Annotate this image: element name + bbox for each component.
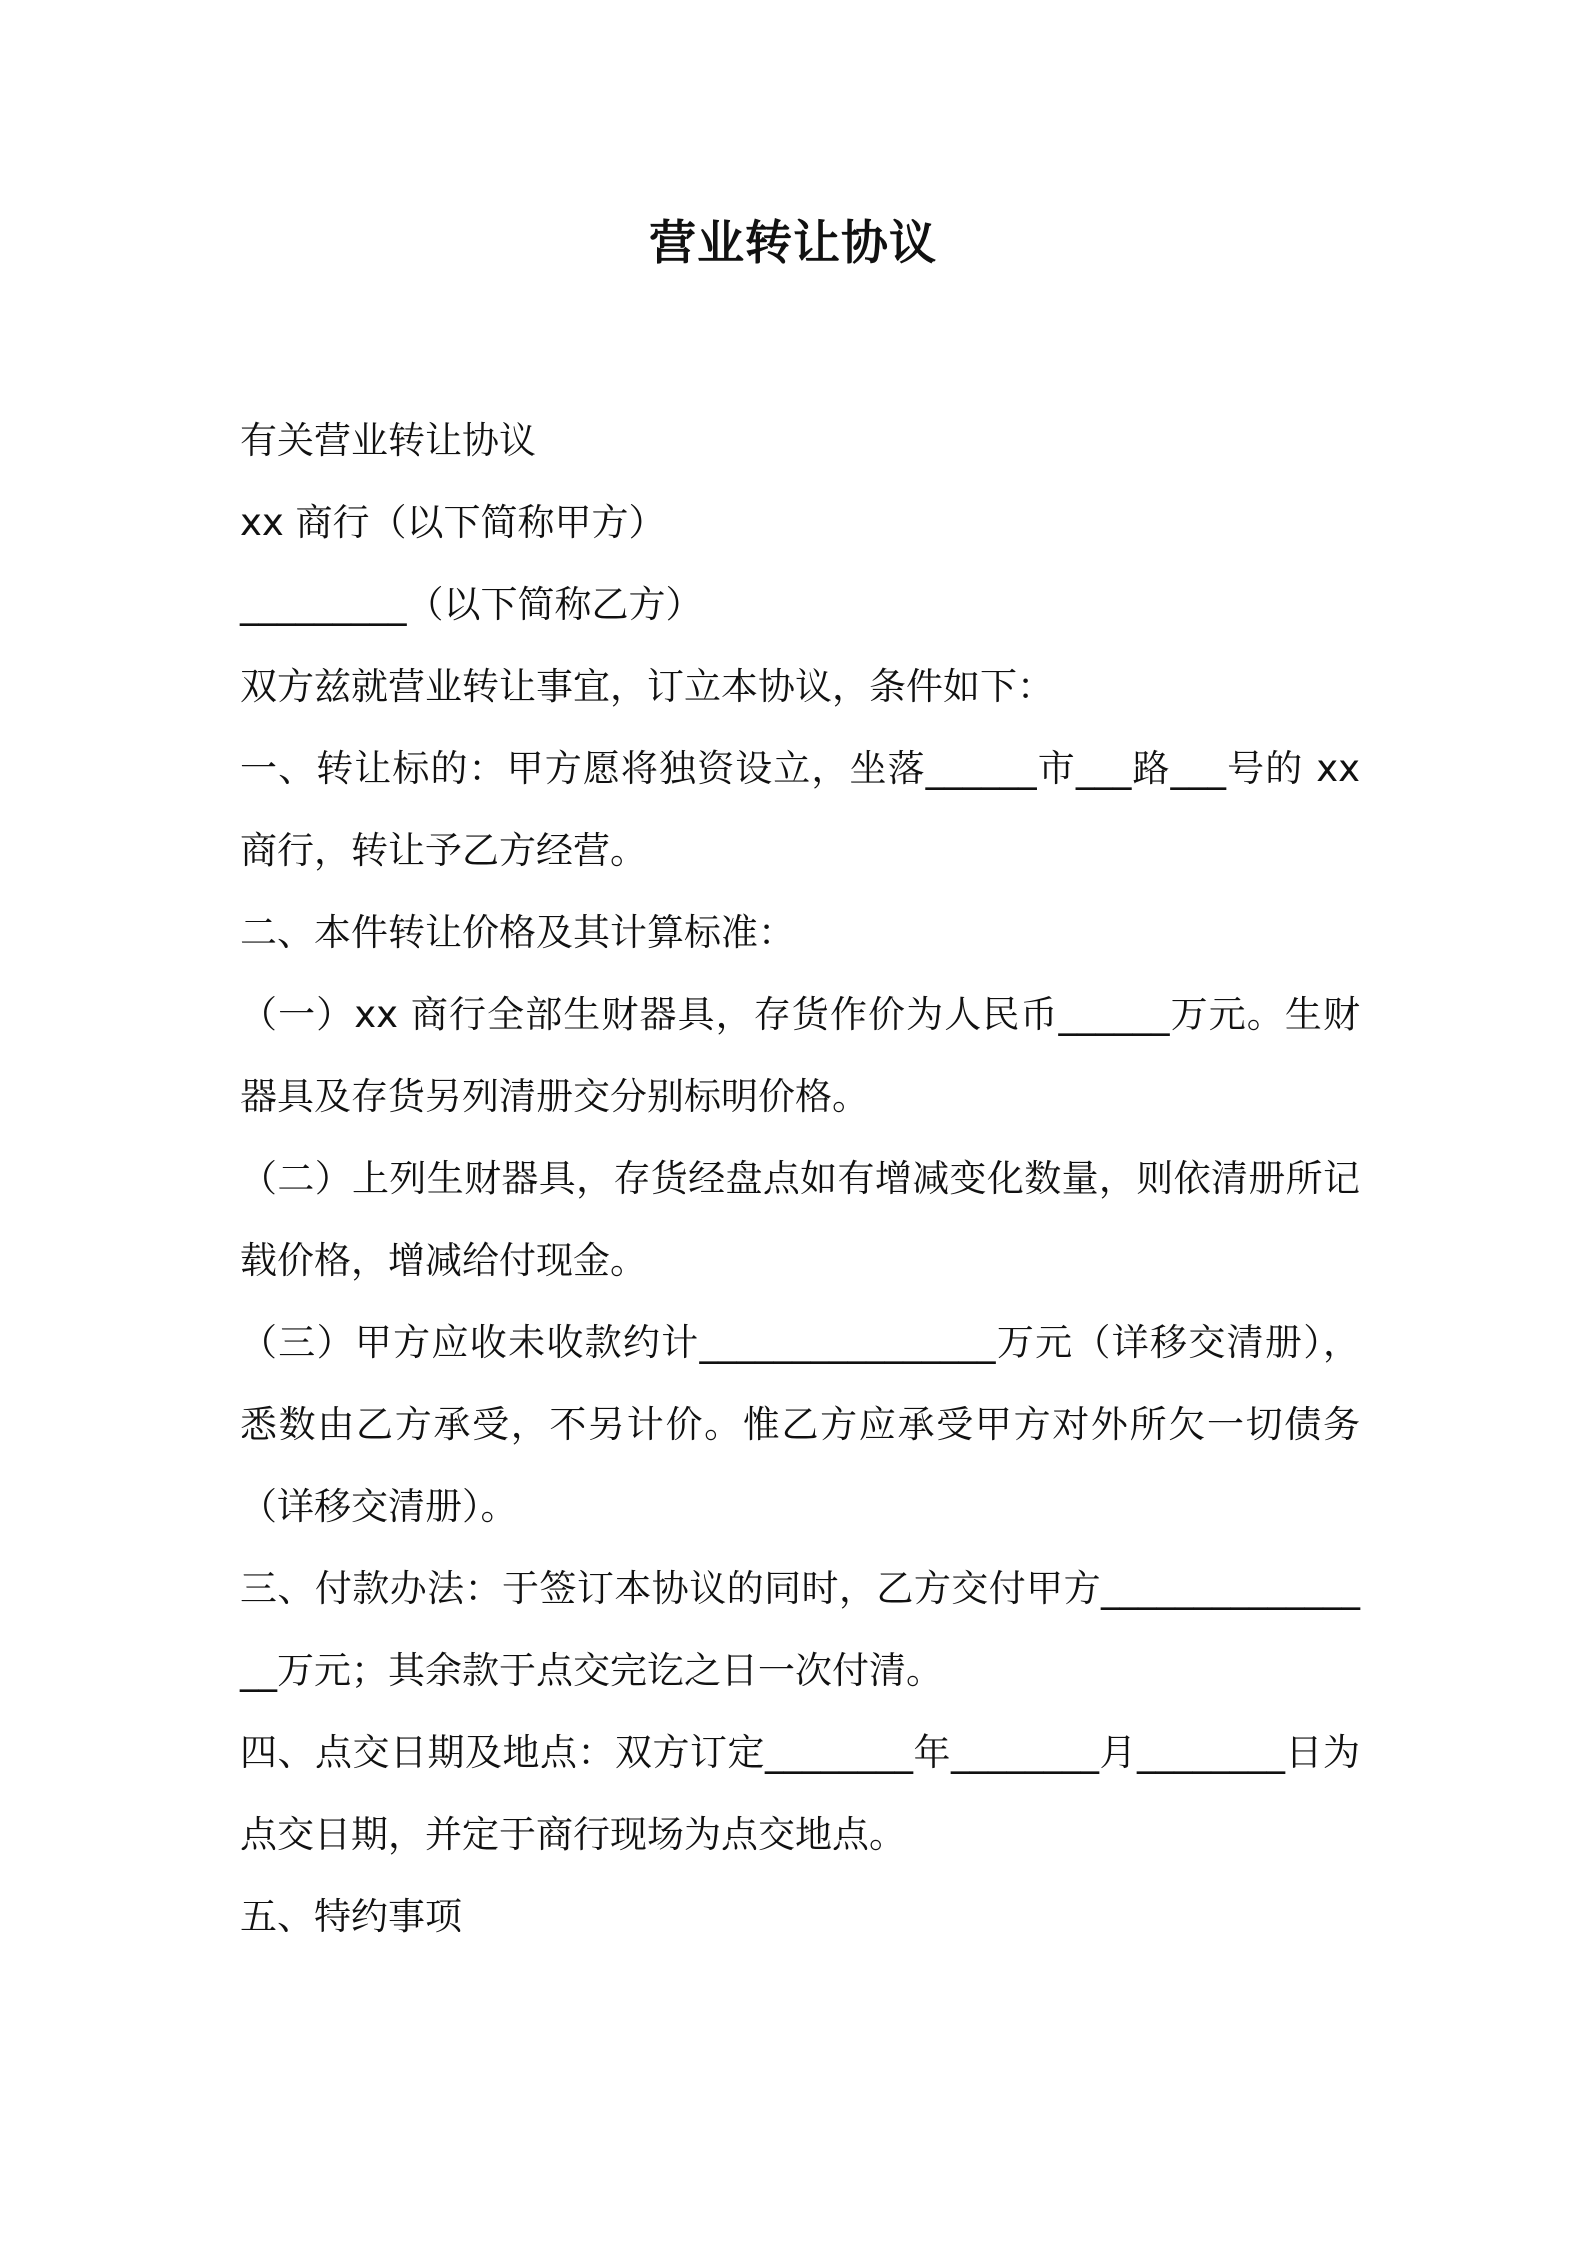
paragraph-clause-2-2: （二）上列生财器具，存货经盘点如有增减变化数量，则依清册所记载价格，增减给付现金。 [240,1157,1360,1282]
paragraph-clause-2-3: （三）甲方应收未收款约计________________万元（详移交清册），悉数由乙方承受，不另计价。惟乙方应承受甲方对外所欠一切债务（详移交清册）。 [240,1321,1360,1528]
paragraph-party-b: _________（以下简称乙方） [240,583,703,626]
paragraph-clause-5: 五、特约事项 [240,1895,462,1938]
paragraph-party-a: xx 商行（以下简称甲方） [240,501,666,544]
paragraph-intro: 双方兹就营业转让事宜，订立本协议，条件如下： [240,665,1054,708]
paragraph-clause-1: 一、转让标的：甲方愿将独资设立，坐落______市___路___号的 xx 商行，转让予乙方经营。 [240,747,1360,872]
document-title: 营业转让协议 [649,216,937,271]
paragraph-clause-4: 四、点交日期及地点：双方订定________年________月________日为点交日期，并定于商行现场为点交地点。 [240,1731,1360,1856]
document-body [240,400,1360,1958]
paragraph-clause-3: 三、付款办法：于签订本协议的同时，乙方交付甲方________________万元；其余款于点交完讫之日一次付清。 [240,1567,1360,1692]
paragraph-heading: 有关营业转让协议 [240,419,536,462]
paragraph-clause-2-1: （一）xx 商行全部生财器具，存货作价为人民币______万元。生财器具及存货另列清册交分别标明价格。 [240,993,1360,1118]
paragraph-clause-2: 二、本件转让价格及其计算标准： [240,911,795,954]
